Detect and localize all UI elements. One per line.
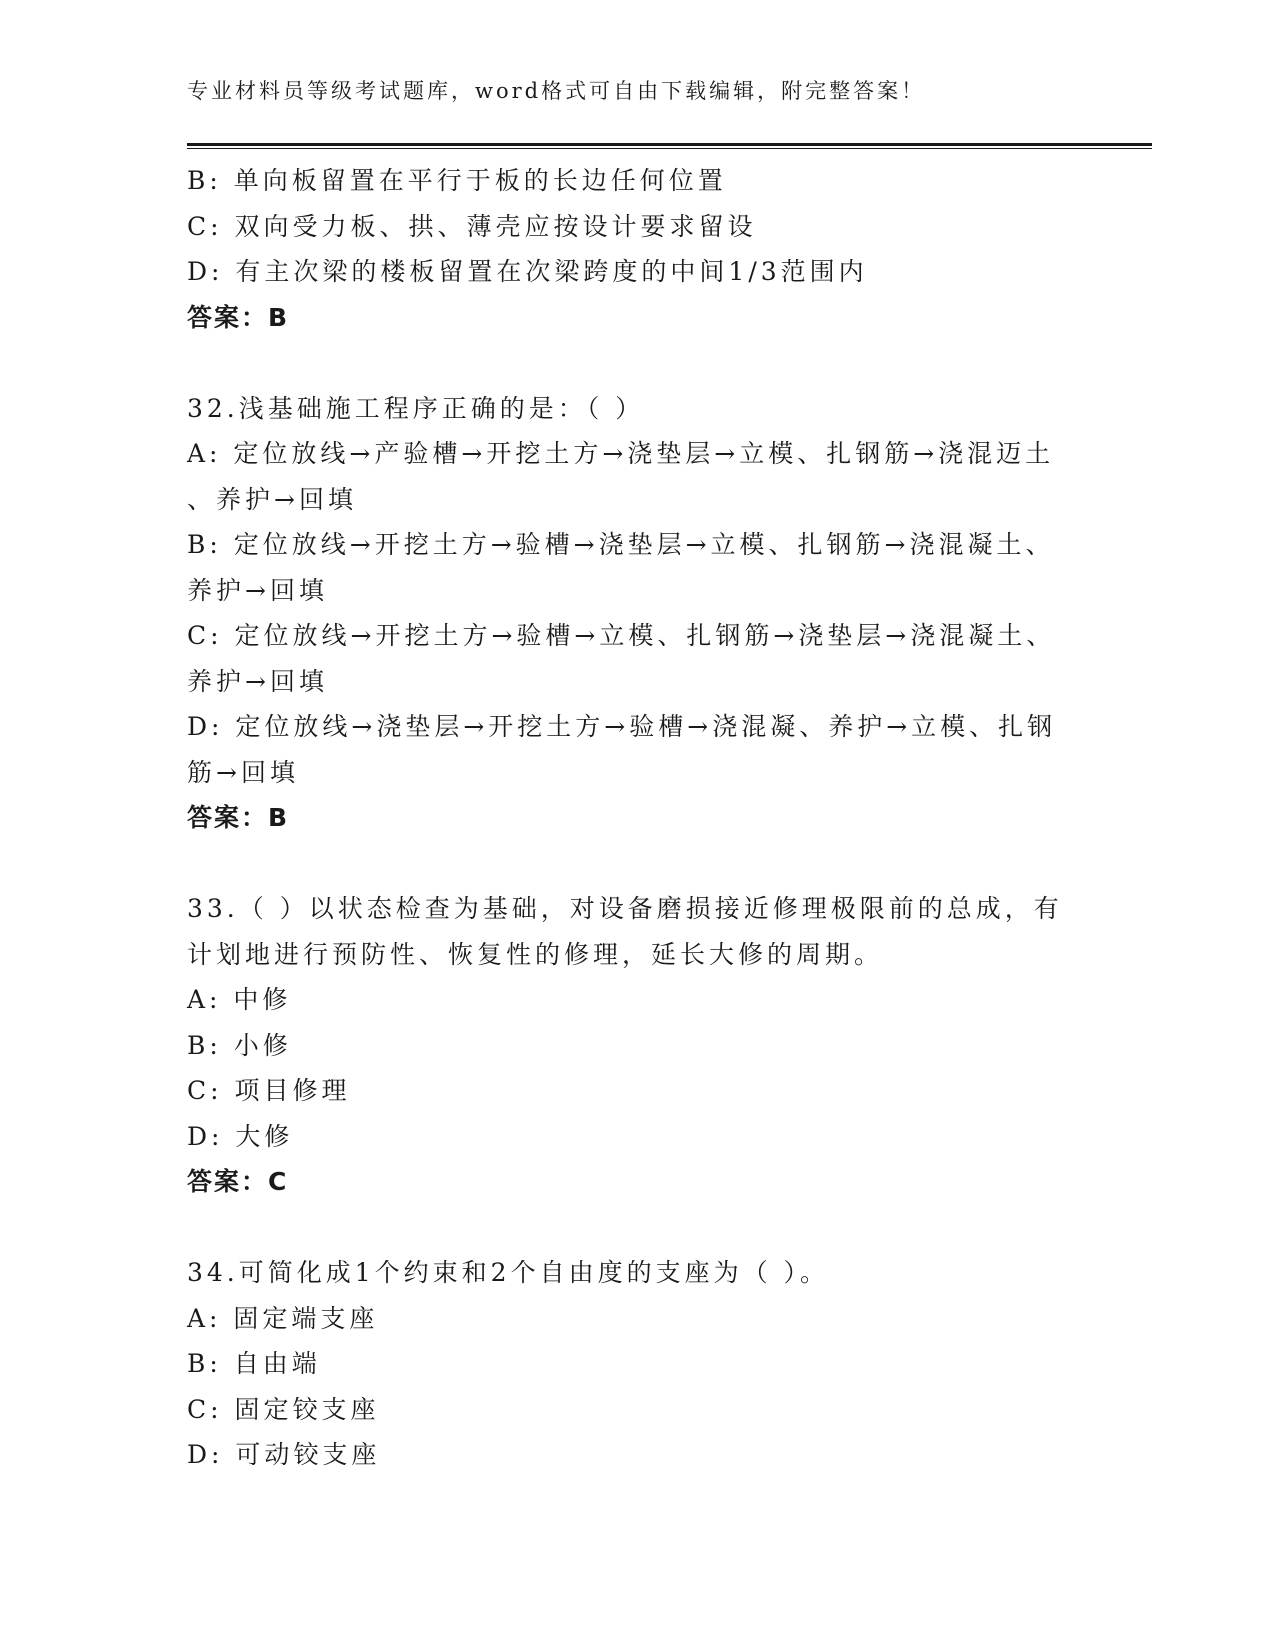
- q32-stem: 32.浅基础施工程序正确的是：（ ）: [187, 393, 645, 423]
- q33-stem: 33.（ ）以状态检查为基础，对设备磨损接近修理极限前的总成，有: [187, 894, 1063, 923]
- q33-stem-cont: 计划地进行预防性、恢复性的修理，延长大修的周期。: [187, 939, 884, 969]
- q32-option-c-cont: 养护→回填: [187, 666, 328, 696]
- q33-option-d: D: 大修: [187, 1121, 294, 1151]
- q34-option-b: B: 自由端: [187, 1349, 321, 1378]
- q33-option-a: A: 中修: [187, 985, 292, 1014]
- q32-option-b: B: 定位放线→开挖土方→验槽→浇垫层→立模、扎钢筋→浇混凝土、: [187, 530, 1055, 559]
- q32-option-d-cont: 筋→回填: [187, 757, 299, 787]
- question-33: [187, 886, 1087, 1205]
- q33-option-b: B: 小修: [187, 1030, 292, 1060]
- q34-option-d: D: 可动铰支座: [187, 1440, 381, 1469]
- question-34: [187, 1250, 1087, 1478]
- q33-option-c: C: 项目修理: [187, 1076, 351, 1105]
- spacer: [187, 1205, 1087, 1251]
- document-body: [187, 158, 1087, 1478]
- q31-option-d: D: 有主次梁的楼板留置在次梁跨度的中间1/3范围内: [187, 257, 868, 286]
- q32-option-a: A: 定位放线→产验槽→开挖土方→浇垫层→立模、扎钢筋→浇混迈土: [187, 439, 1055, 468]
- page-header: 专业材料员等级考试题库，word格式可自由下载编辑，附完整答案！: [187, 79, 926, 103]
- q31-option-b: B: 单向板留置在平行于板的长边任何位置: [187, 166, 727, 195]
- q34-option-a: A: 固定端支座: [187, 1303, 379, 1333]
- question-31-remainder: [187, 158, 1087, 340]
- q34-stem: 34.可简化成1个约束和2个自由度的支座为（ ）。: [187, 1258, 830, 1287]
- q31-option-c: C: 双向受力板、拱、薄壳应按设计要求留设: [187, 211, 757, 241]
- spacer: [187, 340, 1087, 386]
- q32-option-b-cont: 养护→回填: [187, 575, 328, 605]
- q32-answer: 答案：B: [187, 803, 290, 832]
- spacer: [187, 841, 1087, 887]
- q34-option-c: C: 固定铰支座: [187, 1394, 380, 1424]
- q32-option-c: C: 定位放线→开挖土方→验槽→立模、扎钢筋→浇垫层→浇混凝土、: [187, 621, 1056, 650]
- q33-answer: 答案：C: [187, 1167, 289, 1196]
- question-32: [187, 386, 1087, 841]
- q31-answer: 答案：B: [187, 302, 290, 332]
- q32-option-a-cont: 、养护→回填: [187, 484, 357, 514]
- q32-option-d: D: 定位放线→浇垫层→开挖土方→验槽→浇混凝、养护→立模、扎钢: [187, 712, 1057, 741]
- header-divider: [187, 143, 1152, 149]
